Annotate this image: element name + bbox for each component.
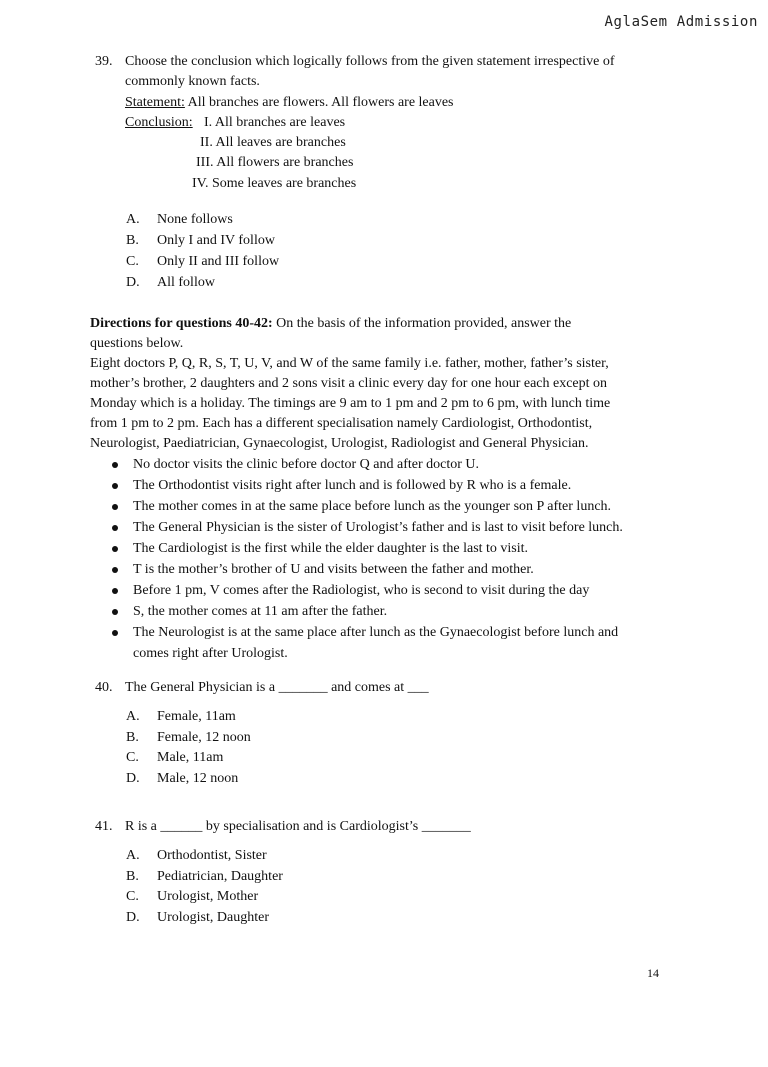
bullet-dot	[112, 504, 118, 510]
q39-option-a-letter: A.	[126, 212, 140, 227]
q39-option-a-text: None follows	[157, 212, 233, 227]
bullet-dot	[112, 609, 118, 615]
statement-label: Statement:	[125, 95, 185, 110]
bullet-dot	[112, 525, 118, 531]
bullet-dot	[112, 546, 118, 552]
q39-option-d-text: All follow	[157, 275, 215, 290]
bullet-dot	[112, 588, 118, 594]
conclusion-3: III. All flowers are branches	[196, 155, 354, 170]
bullet-item-1: No doctor visits the clinic before doctor Q and after doctor U.	[133, 457, 480, 472]
directions-para-line1: Eight doctors P, Q, R, S, T, U, V, and W of the same family i.e. father, mother, father’s sister,	[90, 356, 609, 371]
question-41-number: 41.	[95, 819, 113, 834]
directions-heading-rest: On the basis of the information provided, answer the	[272, 316, 572, 331]
watermark-text: AglaSem Admission	[604, 14, 758, 30]
directions-para-line4: from 1 pm to 2 pm. Each has a different specialisation namely Cardiologist, Orthodontist,	[90, 416, 593, 431]
directions-para-line5: Neurologist, Paediatrician, Gynaecologist, Urologist, Radiologist and General Physician.	[90, 436, 589, 451]
q41-option-a-text: Orthodontist, Sister	[157, 848, 267, 863]
q40-option-a-letter: A.	[126, 709, 140, 724]
q39-option-b-letter: B.	[126, 233, 139, 248]
bullet-dot	[112, 630, 118, 636]
question-41-stem: R is a ______ by specialisation and is Cardiologist’s _______	[125, 819, 471, 834]
q39-option-c-text: Only II and III follow	[157, 254, 280, 269]
question-39-stem-line2: commonly known facts.	[125, 74, 260, 89]
bullet-dot	[112, 462, 118, 468]
q39-option-d-letter: D.	[126, 275, 140, 290]
bullet-item-6: T is the mother’s brother of U and visits between the father and mother.	[133, 562, 534, 577]
bullet-item-8: S, the mother comes at 11 am after the father.	[133, 604, 388, 619]
q40-option-c-letter: C.	[126, 750, 139, 765]
q41-option-b-text: Pediatrician, Daughter	[157, 869, 283, 884]
q40-option-b-letter: B.	[126, 730, 139, 745]
conclusion-4: IV. Some leaves are branches	[192, 176, 357, 191]
q41-option-c-text: Urologist, Mother	[157, 889, 259, 904]
directions-heading: Directions for questions 40-42:	[90, 316, 273, 331]
statement-text: All branches are flowers. All flowers are leaves	[184, 95, 454, 110]
bullet-dot	[112, 483, 118, 489]
bullet-item-7: Before 1 pm, V comes after the Radiologist, who is second to visit during the day	[133, 583, 590, 598]
directions-para-line2: mother’s brother, 2 daughters and 2 sons visit a clinic every day for one hour each except on	[90, 376, 608, 391]
bullet-item-5: The Cardiologist is the first while the elder daughter is the last to visit.	[133, 541, 529, 556]
question-40-number: 40.	[95, 680, 113, 695]
q40-option-a-text: Female, 11am	[157, 709, 236, 724]
q41-option-a-letter: A.	[126, 848, 140, 863]
question-39-number: 39.	[95, 54, 113, 69]
directions-para-line3: Monday which is a holiday. The timings are 9 am to 1 pm and 2 pm to 6 pm, with lunch time	[90, 396, 611, 411]
bullet-item-2: The Orthodontist visits right after lunch and is followed by R who is a female.	[133, 478, 572, 493]
q41-option-b-letter: B.	[126, 869, 139, 884]
q40-option-d-letter: D.	[126, 771, 140, 786]
directions-line2: questions below.	[90, 336, 184, 351]
q39-option-b-text: Only I and IV follow	[157, 233, 275, 248]
bullet-item-4: The General Physician is the sister of Urologist’s father and is last to visit before lunch.	[133, 520, 623, 535]
conclusion-2: II. All leaves are branches	[200, 135, 346, 150]
bullet-item-3: The mother comes in at the same place before lunch as the younger son P after lunch.	[133, 499, 612, 514]
q40-option-c-text: Male, 11am	[157, 750, 224, 765]
question-39-stem-line1: Choose the conclusion which logically follows from the given statement irrespective of	[125, 54, 615, 69]
conclusion-label: Conclusion:	[125, 115, 193, 130]
q39-option-c-letter: C.	[126, 254, 139, 269]
question-40-stem: The General Physician is a _______ and comes at ___	[125, 680, 429, 695]
q40-option-b-text: Female, 12 noon	[157, 730, 251, 745]
bullet-item-9: The Neurologist is at the same place after lunch as the Gynaecologist before lunch and	[133, 625, 619, 640]
bullet-item-9-continuation: comes right after Urologist.	[133, 646, 288, 661]
q41-option-c-letter: C.	[126, 889, 139, 904]
q41-option-d-text: Urologist, Daughter	[157, 910, 269, 925]
page-number: 14	[647, 966, 659, 980]
bullet-dot	[112, 567, 118, 573]
question-39-statement	[125, 93, 454, 113]
question-39-conclusion-row	[125, 113, 193, 133]
directions-heading-line	[90, 314, 658, 334]
conclusion-1: I. All branches are leaves	[204, 115, 346, 130]
q41-option-d-letter: D.	[126, 910, 140, 925]
q40-option-d-text: Male, 12 noon	[157, 771, 239, 786]
